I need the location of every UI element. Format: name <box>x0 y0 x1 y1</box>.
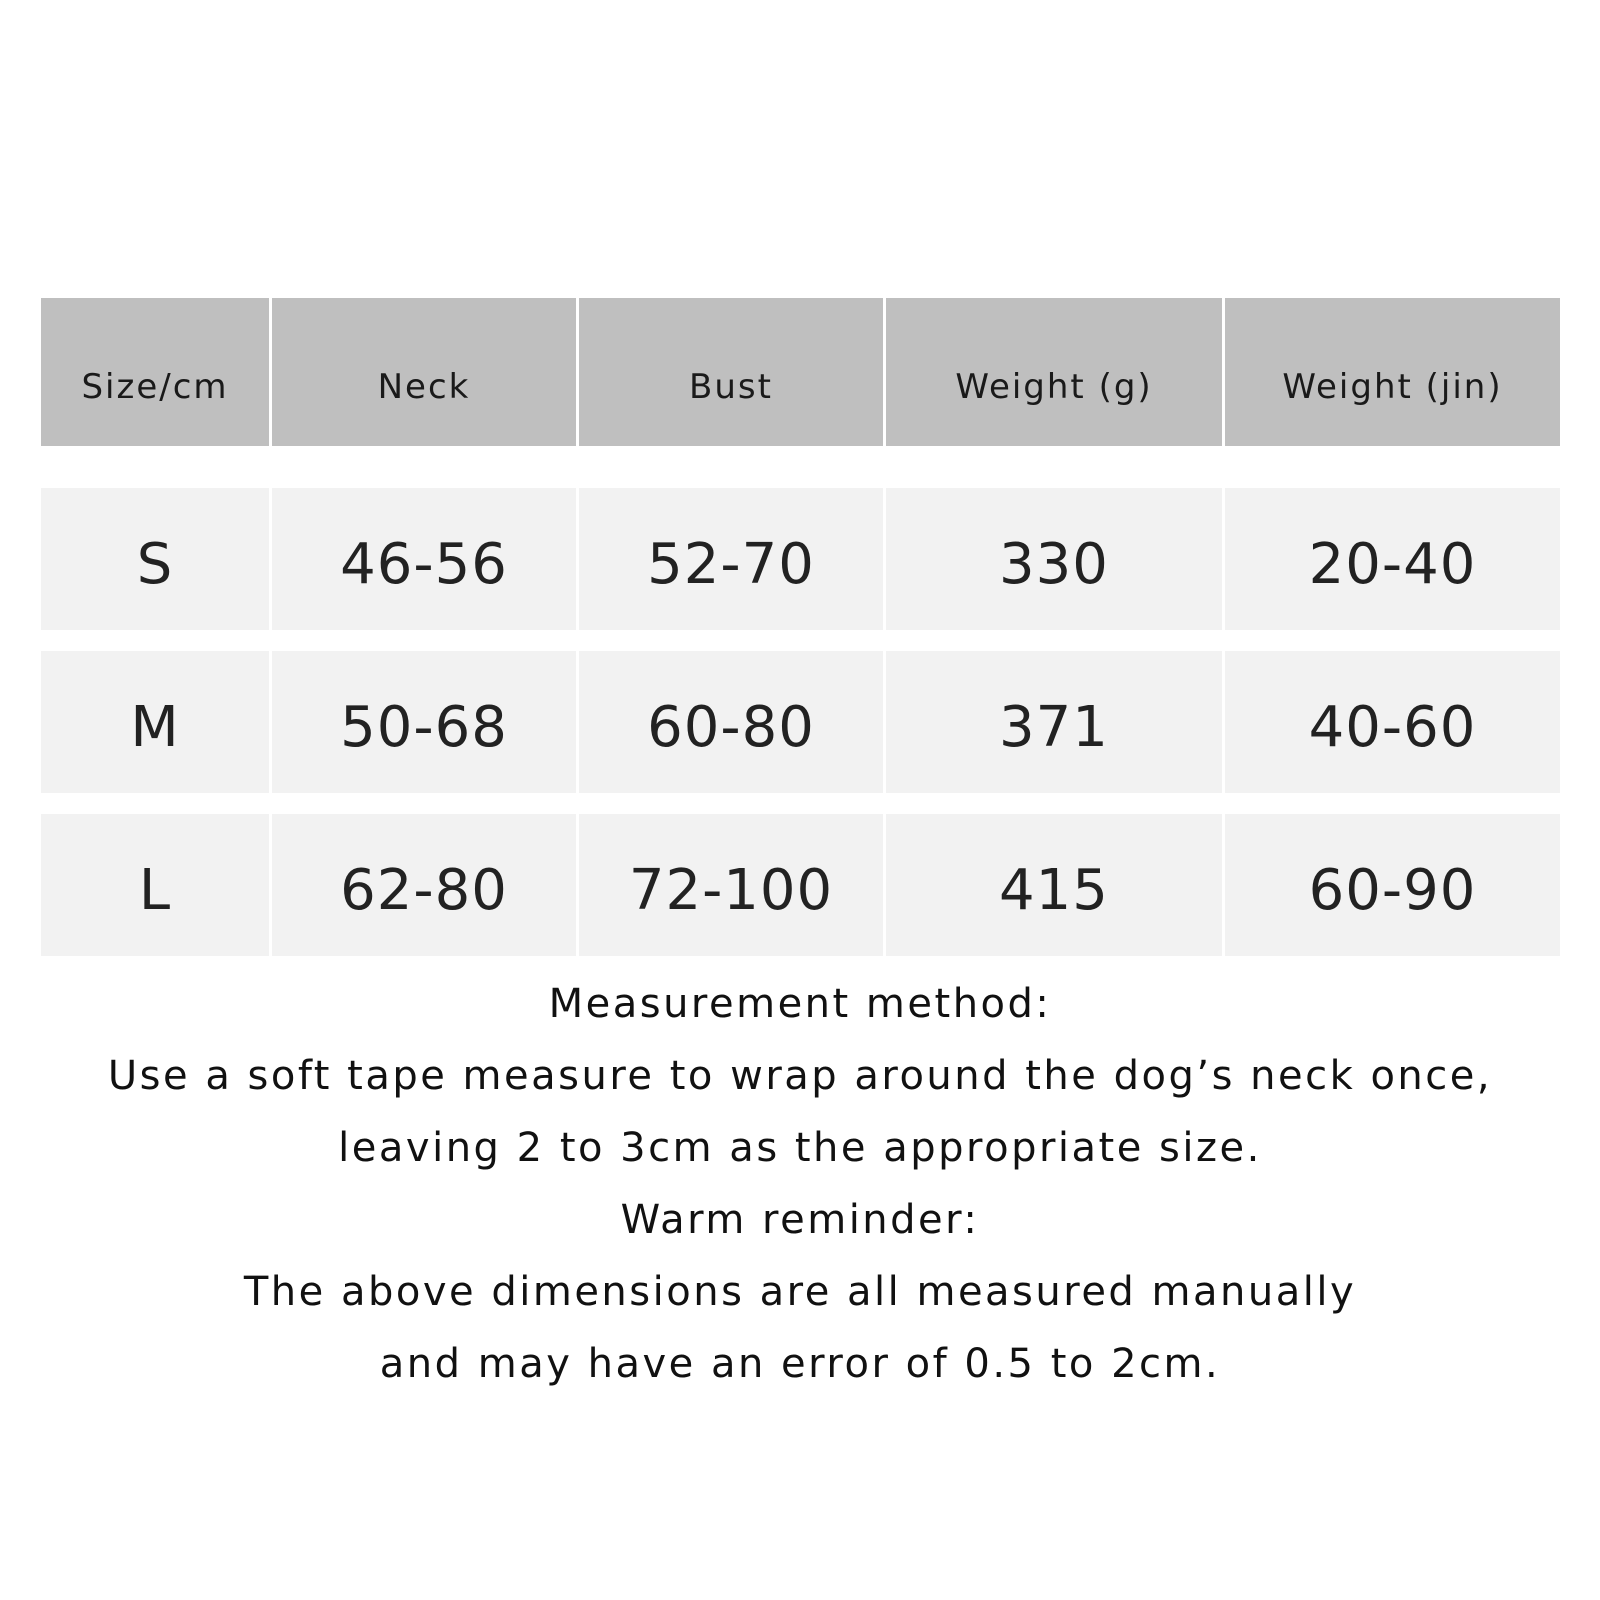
header-weight-g: Weight (g) <box>886 298 1222 446</box>
cell-neck: 50-68 <box>272 651 576 793</box>
header-neck: Neck <box>272 298 576 446</box>
cell-neck: 62-80 <box>272 814 576 956</box>
reminder-title: Warm reminder: <box>620 1197 980 1243</box>
cell-weight-g: 371 <box>886 651 1222 793</box>
cell-size: L <box>41 814 269 956</box>
table-row <box>41 488 1560 630</box>
cell-bust: 52-70 <box>579 488 883 630</box>
cell-weight-jin: 20-40 <box>1225 488 1560 630</box>
table-row <box>41 651 1560 793</box>
cell-weight-jin: 60-90 <box>1225 814 1560 956</box>
cell-size: S <box>41 488 269 630</box>
method-title: Measurement method: <box>548 981 1052 1027</box>
cell-bust: 60-80 <box>579 651 883 793</box>
cell-neck: 46-56 <box>272 488 576 630</box>
cell-bust: 72-100 <box>579 814 883 956</box>
cell-weight-g: 330 <box>886 488 1222 630</box>
table-header-row <box>41 298 1560 446</box>
header-weight-jin: Weight (jin) <box>1225 298 1560 446</box>
table-row <box>41 814 1560 956</box>
header-bust: Bust <box>579 298 883 446</box>
header-size: Size/cm <box>41 298 269 446</box>
cell-weight-g: 415 <box>886 814 1222 956</box>
reminder-text-line: and may have an error of 0.5 to 2cm. <box>379 1341 1221 1387</box>
cell-weight-jin: 40-60 <box>1225 651 1560 793</box>
size-table <box>41 298 1560 956</box>
cell-size: M <box>41 651 269 793</box>
reminder-text-line: The above dimensions are all measured manually <box>243 1269 1357 1315</box>
method-text-line: Use a soft tape measure to wrap around the dog’s neck once, <box>107 1053 1493 1099</box>
method-text-line: leaving 2 to 3cm as the appropriate size. <box>338 1125 1262 1171</box>
measurement-notes <box>0 968 1600 1400</box>
